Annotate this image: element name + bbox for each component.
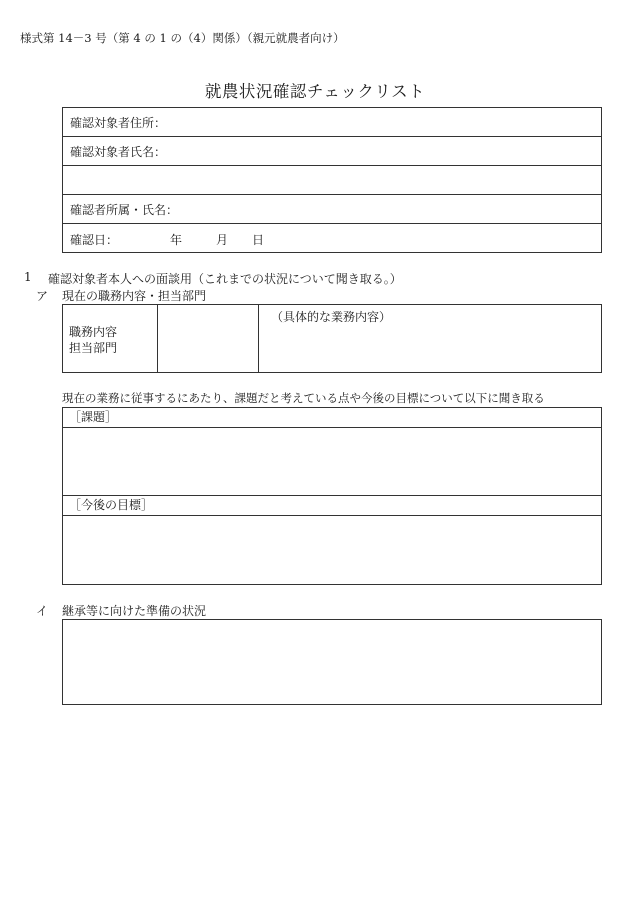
goals-area[interactable] <box>63 516 601 584</box>
name-label: 確認対象者氏名： <box>70 144 167 159</box>
blank-row[interactable] <box>63 166 601 195</box>
duty-label-1: 職務内容 <box>69 325 118 339</box>
page-title: 就農状況確認チェックリスト <box>204 82 426 101</box>
sub-i-heading: 継承等に向けた準備の状況 <box>62 604 207 618</box>
goals-label: ［今後の目標］ <box>63 496 601 516</box>
date-label: 確認日： <box>70 232 119 247</box>
day-label: 日 <box>252 232 265 247</box>
address-row[interactable] <box>63 108 601 137</box>
duty-dept-cell[interactable] <box>158 305 259 372</box>
month-label: 月 <box>216 232 229 247</box>
confirmer-label: 確認者所属・氏名： <box>70 202 179 217</box>
date-row[interactable] <box>63 224 601 254</box>
duty-table <box>62 304 602 373</box>
form-number: 様式第 14－3 号（第 4 の 1 の（4）関係）（親元就農者向け） <box>20 31 345 45</box>
section-1-heading: 確認対象者本人への面談用（これまでの状況について聞き取る。） <box>48 272 402 286</box>
confirmer-row[interactable] <box>63 195 601 224</box>
issues-label: ［課題］ <box>63 408 601 428</box>
sub-a-heading: 現在の職務内容・担当部門 <box>62 289 207 303</box>
instruction-text: 現在の業務に従事するにあたり、課題だと考えている点や今後の目標について以下に聞き取る <box>62 391 545 405</box>
address-label: 確認対象者住所： <box>70 115 167 130</box>
sub-a-mark: ア <box>36 289 49 303</box>
year-label: 年 <box>170 232 183 247</box>
duty-detail-cell[interactable] <box>259 305 601 372</box>
sub-i-mark: イ <box>36 604 49 618</box>
name-row[interactable] <box>63 137 601 166</box>
duty-hint: （具体的な業務内容） <box>271 310 392 324</box>
duty-label-2: 担当部門 <box>69 341 118 355</box>
duty-label-cell <box>63 305 158 372</box>
preparation-area[interactable] <box>62 619 602 705</box>
goals-table <box>62 407 602 585</box>
info-table <box>62 107 602 253</box>
issues-area[interactable] <box>63 428 601 496</box>
section-1-number: 1 <box>24 270 32 284</box>
